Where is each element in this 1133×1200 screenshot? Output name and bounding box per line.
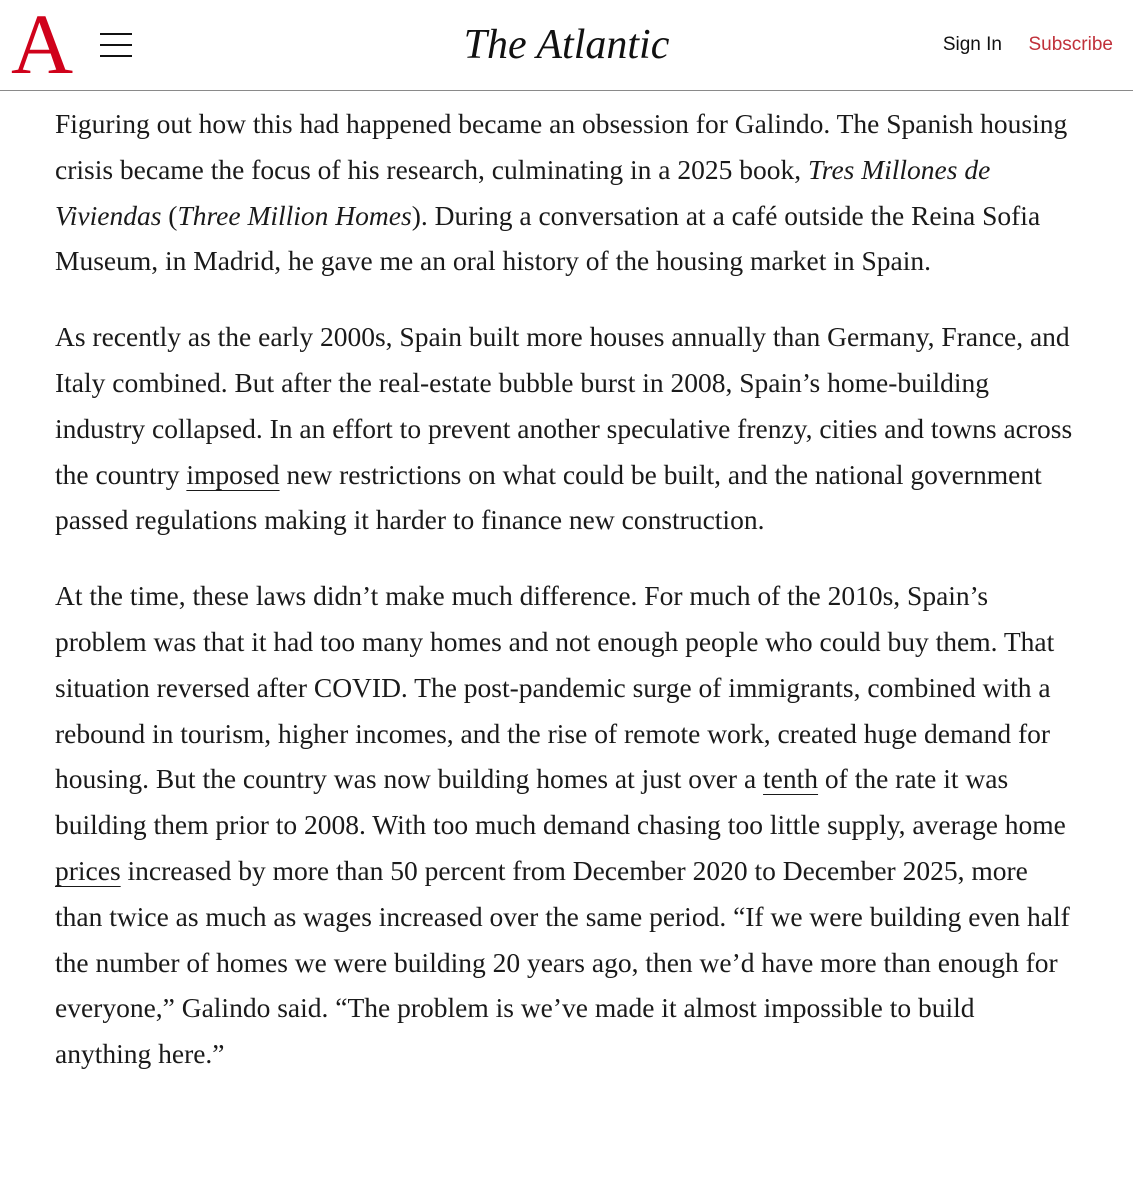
book-title-english: Three Million Homes — [177, 199, 412, 231]
paragraph-1 — [55, 101, 1075, 284]
menu-bar — [100, 33, 132, 35]
paragraph-2 — [55, 314, 1075, 543]
menu-bar — [100, 55, 132, 57]
menu-bar — [100, 44, 132, 46]
paragraph-text: Figuring out how this had happened became an obsession for Galindo. The Spanish housing crisis became the focus of his research, culminating in a 2025 book, — [55, 108, 1068, 185]
article-body — [55, 101, 1075, 1107]
paragraph-text: ( — [161, 199, 178, 231]
sign-in-link[interactable]: Sign In — [942, 34, 1002, 55]
masthead-title[interactable]: The Atlantic — [463, 22, 670, 68]
hamburger-menu-icon[interactable] — [100, 31, 132, 59]
paragraph-text: new restrictions on what could be built, and the national government passed regulations making it harder to finance new construction. — [55, 458, 1042, 536]
link-imposed[interactable]: imposed — [186, 458, 280, 490]
paragraph-text: increased by more than 50 percent from December 2020 to December 2025, more than twice as much as wages increased over the same period. “If we were building even half the number of homes we were building 20 years ago, then we’d have more than enough for everyone,” Galindo said. “The problem is we’ve made it almost impossible to build anything here.” — [55, 854, 1070, 1070]
atlantic-logo[interactable]: A — [11, 0, 74, 92]
paragraph-text: At the time, these laws didn’t make much difference. For much of the 2010s, Spain’s problem was that it had too many homes and not enough people who could buy them. That situation reversed after COVID. The post-pandemic surge of immigrants, combined with a rebound in tourism, higher incomes, and the rise of remote work, created huge demand for housing. But the country was now building homes at just over a — [55, 580, 1055, 795]
site-header — [0, 0, 1133, 91]
subscribe-link[interactable]: Subscribe — [1028, 34, 1113, 55]
link-tenth[interactable]: tenth — [763, 763, 819, 795]
book-title-spanish: Tres Millones de Viviendas — [55, 153, 991, 231]
paragraph-text: As recently as the early 2000s, Spain built more houses annually than Germany, France, and Italy combined. But after the real-estate bubble burst in 2008, Spain’s home-building industry collapsed. In an effort to prevent another speculative frenzy, cities and towns across the country — [55, 321, 1073, 490]
paragraph-text: ). During a conversation at a café outside the Reina Sofia Museum, in Madrid, he gave me an oral history of the housing market in Spain. — [55, 199, 1041, 277]
paragraph-3 — [55, 573, 1075, 1077]
link-prices[interactable]: prices — [55, 854, 121, 886]
paragraph-text: of the rate it was building them prior to 2008. With too much demand chasing too little supply, average home — [55, 763, 1066, 841]
